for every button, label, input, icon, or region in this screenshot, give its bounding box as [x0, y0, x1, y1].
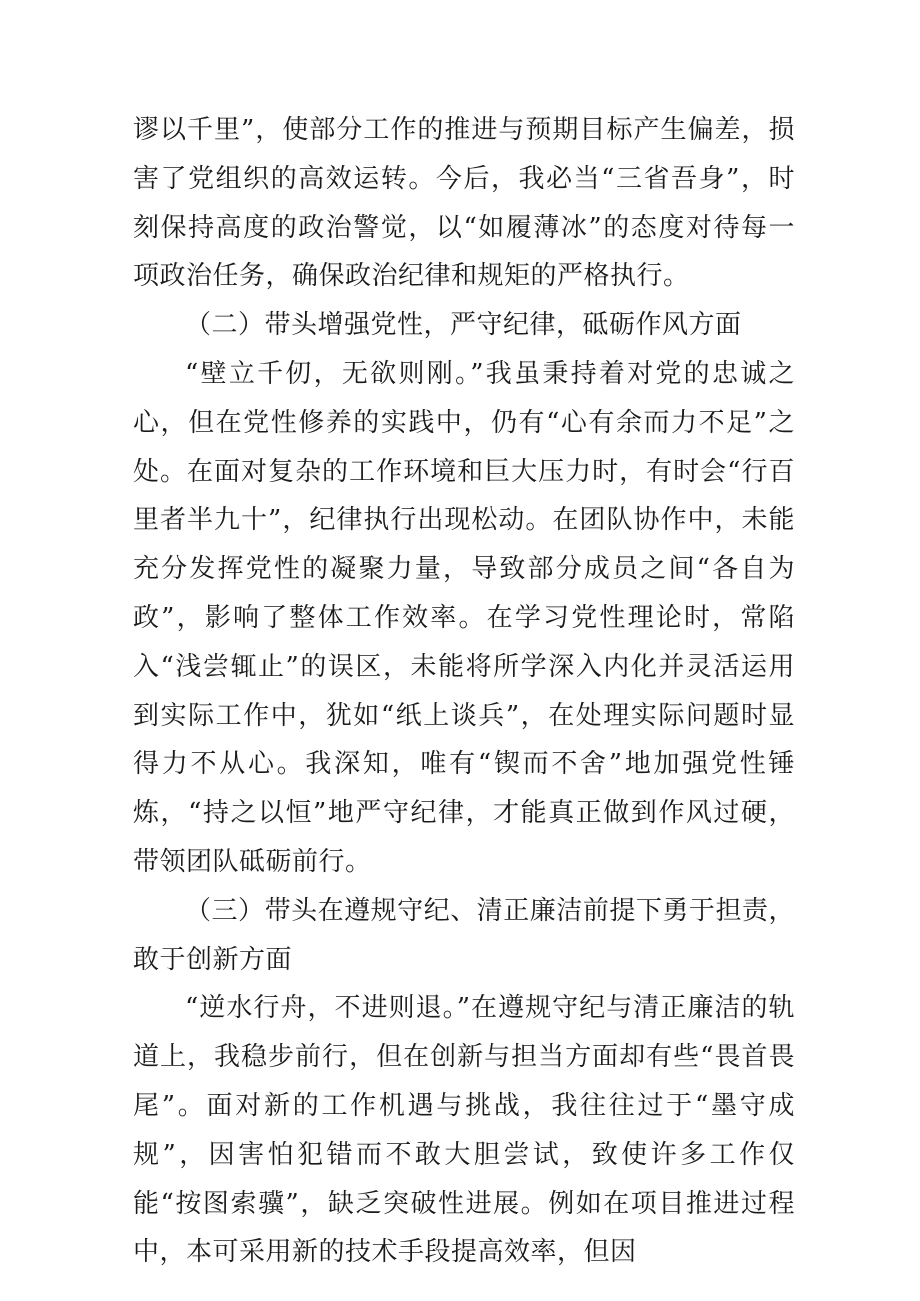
- paragraph-section-3: “逆水行舟，不进则退。”在遵规守纪与清正廉洁的轨道上，我稳步前行，但在创新与担当方面却有些“畏首畏尾”。面对新的工作机遇与挑战，我往往过于“墨守成规”，因害怕犯错而不敢大胆尝试，致使许多工作仅能“按图索骥”，缺乏突破性进展。例如在项目推进过程中，本可采用新的技术手段提高效率，但因: [133, 993, 795, 1268]
- section-heading-2: （二）带头增强党性，严守纪律，砥砺作风方面: [185, 310, 742, 341]
- section-heading-3: （三）带头在遵规守纪、清正廉洁前提下勇于担责，敢于创新方面: [133, 895, 795, 975]
- paragraph-continuation: 谬以千里”，使部分工作的推进与预期目标产生偏差，损害了党组织的高效运转。今后，我必当“三省吾身”，时刻保持高度的政治警觉，以“如履薄冰”的态度对待每一项政治任务，确保政治纪律和规矩的严格执行。: [133, 115, 795, 292]
- document-body: [133, 106, 795, 1277]
- paragraph-section-2: “壁立千仞，无欲则刚。”我虽秉持着对党的忠诚之心，但在党性修养的实践中，仍有“心有余而力不足”之处。在面对复杂的工作环境和巨大压力时，有时会“行百里者半九十”，纪律执行出现松动。在团队协作中，未能充分发挥党性的凝聚力量，导致部分成员之间“各自为政”，影响了整体工作效率。在学习党性理论时，常陷入“浅尝辄止”的误区，未能将所学深入内化并灵活运用到实际工作中，犹如“纸上谈兵”，在处理实际问题时显得力不从心。我深知，唯有“锲而不舍”地加强党性锤炼，“持之以恒”地严守纪律，才能真正做到作风过硬，带领团队砥砺前行。: [133, 358, 795, 877]
